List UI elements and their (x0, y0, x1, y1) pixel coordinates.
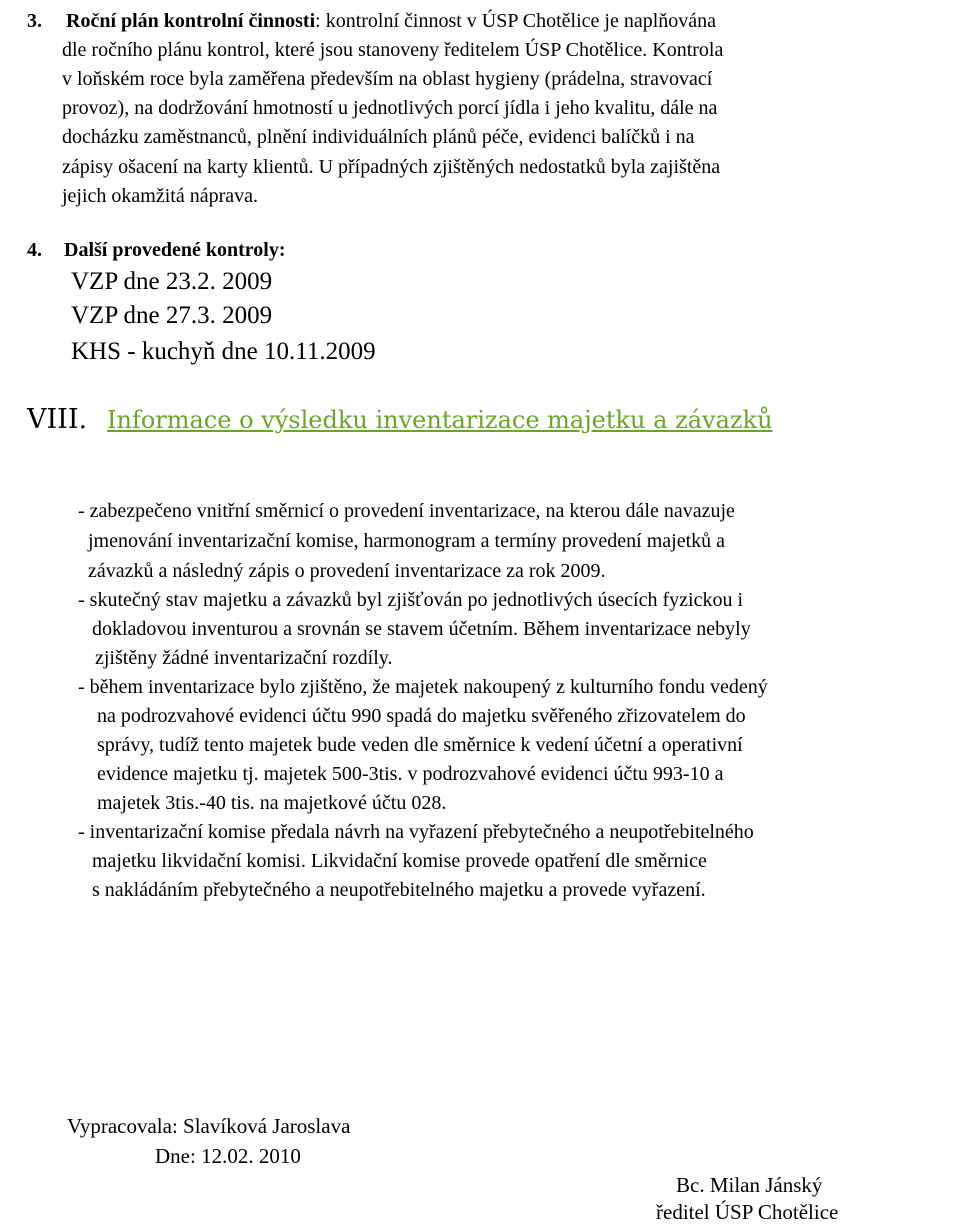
section4-heading: Další provedené kontroly: (64, 239, 286, 261)
section3-heading: Roční plán kontrolní činnosti (66, 10, 316, 32)
section3-text-line: jejich okamžitá náprava. (62, 185, 259, 207)
section8-text-line: evidence majetku tj. majetek 500-3tis. v podrozvahové evidenci účtu 993-10 a (97, 763, 724, 785)
section8-title: Informace o výsledku inventarizace majetku a závazků (107, 406, 773, 434)
section4-heading-line (27, 238, 286, 262)
section8-text-line: - během inventarizace bylo zjištěno, že majetek nakoupený z kulturního fondu vedený (78, 676, 768, 698)
section3-text-line: v loňském roce byla zaměřena především na oblast hygieny (prádelna, stravovací (62, 68, 713, 90)
section3-text-line: dle ročního plánu kontrol, které jsou stanoveny ředitelem ÚSP Chotělice. Kontrola (62, 39, 724, 61)
section8-text-line: - inventarizační komise předala návrh na vyřazení přebytečného a neupotřebitelného (78, 821, 754, 843)
section8-text-line: s nakládáním přebytečného a neupotřebitelného majetku a provede vyřazení. (92, 879, 706, 901)
section3-text-line: zápisy ošacení na karty klientů. U případných zjištěných nedostatků byla zajištěna (62, 156, 721, 178)
section4-number: 4. (27, 239, 42, 261)
section8-text-line: závazků a následný zápis o provedení inventarizace za rok 2009. (88, 560, 606, 582)
prepared-by: Vypracovala: Slavíková Jaroslava (67, 1114, 351, 1138)
section8-text-line: zjištěny žádné inventarizační rozdíly. (95, 647, 393, 669)
section3-line1-text: : kontrolní činnost v ÚSP Chotělice je naplňována (315, 10, 717, 32)
section3-text-line: docházku zaměstnanců, plnění individuálních plánů péče, evidenci balíčků i na (62, 126, 695, 148)
inspection-item: VZP dne 23.2. 2009 (71, 268, 273, 295)
section8-text-line: majetek 3tis.-40 tis. na majetkové účtu 028. (97, 792, 447, 814)
section8-text-line: dokladovou inventurou a srovnán se stavem účetním. Během inventarizace nebyly (92, 618, 751, 640)
section3-line1 (27, 9, 716, 33)
document-date: Dne: 12.02. 2010 (155, 1144, 301, 1168)
signer-name: Bc. Milan Jánský (676, 1173, 823, 1197)
section3-text-line: provoz), na dodržování hmotností u jednotlivých porcí jídla i jeho kvalitu, dále na (62, 97, 718, 119)
section8-text-line: na podrozvahové evidenci účtu 990 spadá do majetku svěřeného zřizovatelem do (97, 705, 746, 727)
section8-text-line: majetku likvidační komisi. Likvidační komise provede opatření dle směrnice (92, 850, 707, 872)
inspection-item: VZP dne 27.3. 2009 (71, 302, 273, 329)
inspection-item: KHS - kuchyň dne 10.11.2009 (71, 338, 376, 365)
signer-title: ředitel ÚSP Chotělice (656, 1200, 839, 1224)
section8-text-line: jmenování inventarizační komise, harmonogram a termíny provedení majetků a (88, 530, 726, 552)
section8-text-line: správy, tudíž tento majetek bude veden dle směrnice k vedení účetní a operativní (97, 734, 743, 756)
section8-text-line: - skutečný stav majetku a závazků byl zjišťován po jednotlivých úsecích fyzickou i (78, 589, 744, 611)
section3-number: 3. (27, 10, 42, 32)
section8-number: VIII. (27, 404, 88, 435)
section8-text-line: - zabezpečeno vnitřní směrnicí o provedení inventarizace, na kterou dále navazuje (78, 500, 735, 522)
